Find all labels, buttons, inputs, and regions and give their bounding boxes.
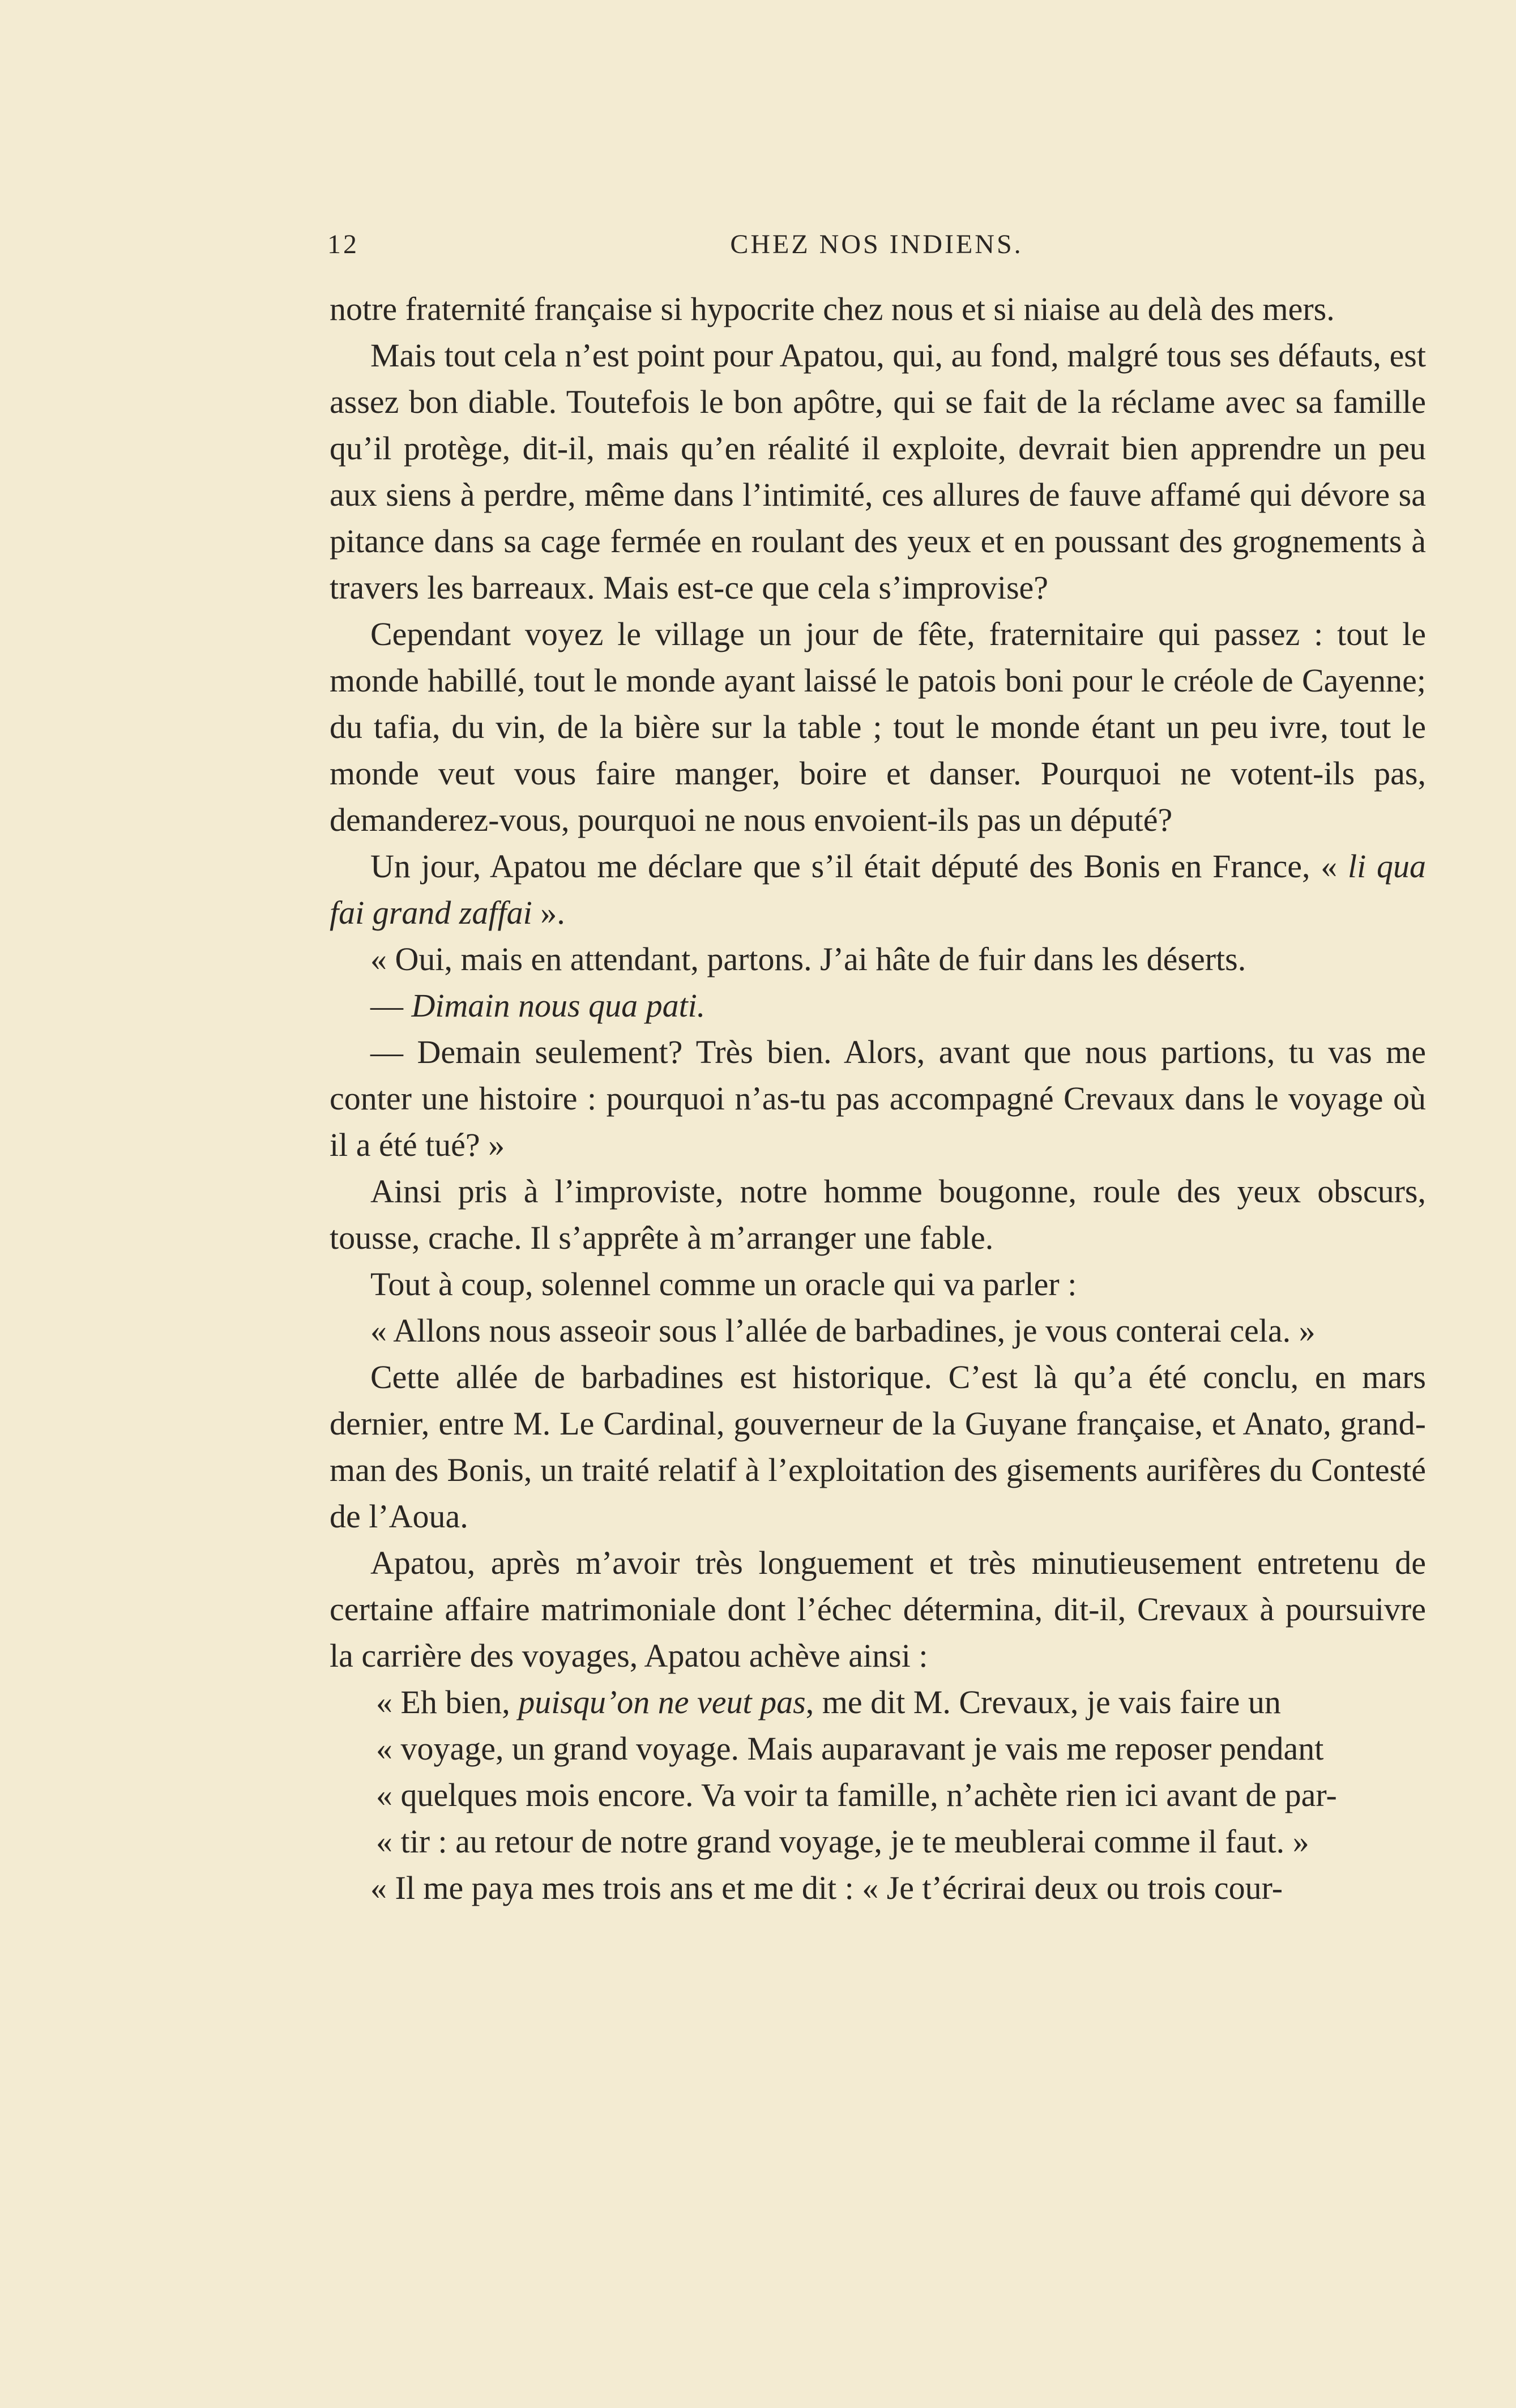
paragraph-8: Ainsi pris à l’improviste, notre homme bougonne, roule des yeux obscurs, tousse, crache. Il s’apprête à m’arranger une fable.	[330, 1173, 1426, 1256]
paragraph-10: « Allons nous asseoir sous l’allée de barbadines, je vous conterai cela. »	[370, 1312, 1316, 1349]
paragraph-1: notre fraternité française si hypocrite chez nous et si niaise au delà des mers.	[330, 291, 1335, 327]
page-body	[330, 286, 1426, 1911]
paragraph-7: — Demain seulement? Très bien. Alors, avant que nous partions, tu vas me conter une histoire : pourquoi n’as-tu pas accompagné Crevaux dans le voyage où il a été tué? »	[330, 1034, 1426, 1163]
quoted-speech	[330, 1679, 1426, 1865]
paragraph-11: Cette allée de barbadines est historique. C’est là qu’a été conclu, en mars dernier, entre M. Le Cardinal, gouverneur de la Guyane française, et Anato, grand-man des Bonis, un traité relatif à l’exploitation des gisements aurifères du Contesté de l’Aoua.	[330, 1359, 1426, 1535]
paragraph-5: « Oui, mais en attendant, partons. J’ai hâte de fuir dans les déserts.	[370, 941, 1246, 977]
quote-line: « Eh bien, puisqu’on ne veut pas, me dit M. Crevaux, je vais faire un	[376, 1684, 1281, 1720]
quote-line: « voyage, un grand voyage. Mais auparavant je vais me reposer pendant	[376, 1730, 1324, 1767]
paragraph-2: Mais tout cela n’est point pour Apatou, qui, au fond, malgré tous ses défauts, est assez bon diable. Toutefois le bon apôtre, qui se fait de la réclame avec sa famille qu’il protège, dit-il, mais qu’en réalité il exploite, devrait bien apprendre un peu aux siens à perdre, même dans l’intimité, ces allures de fauve affamé qui dévore sa pitance dans sa cage fermée en roulant des yeux et en poussant des grognements à travers les barreaux. Mais est-ce que cela s’improvise?	[330, 337, 1426, 606]
running-title: CHEZ NOS INDIENS.	[730, 229, 1023, 259]
paragraph-6: — Dimain nous qua pati.	[370, 987, 706, 1024]
paragraph-9: Tout à coup, solennel comme un oracle qui va parler :	[370, 1266, 1077, 1303]
page-number: 12	[327, 229, 359, 259]
paragraph-last: « Il me paya mes trois ans et me dit : « Je t’écrirai deux ou trois cour-	[370, 1869, 1283, 1906]
italic-phrase: Dimain nous qua pati.	[411, 987, 706, 1024]
quote-line: « tir : au retour de notre grand voyage, je te meublerai comme il faut. »	[376, 1823, 1309, 1860]
italic-phrase: li qua fai grand zaffai	[330, 848, 1426, 931]
paragraph-4: Un jour, Apatou me déclare que s’il était député des Bonis en France, « li qua fai grand zaffai ».	[330, 848, 1426, 931]
paragraph-12: Apatou, après m’avoir très longuement et très minutieusement entretenu de certaine affaire matrimoniale dont l’échec détermina, dit-il, Crevaux à poursuivre la carrière des voyages, Apatou achève ainsi :	[330, 1544, 1426, 1674]
italic-phrase: puisqu’on ne veut pas	[518, 1684, 806, 1720]
page-header	[327, 229, 1426, 268]
quote-line: « quelques mois encore. Va voir ta famille, n’achète rien ici avant de par-	[376, 1777, 1337, 1813]
paragraph-3: Cependant voyez le village un jour de fête, fraternitaire qui passez : tout le monde habillé, tout le monde ayant laissé le patois boni pour le créole de Cayenne; du tafia, du vin, de la bière sur la table ; tout le monde étant un peu ivre, tout le monde veut vous faire manger, boire et danser. Pourquoi ne votent-ils pas, demanderez-vous, pourquoi ne nous envoient-ils pas un député?	[330, 616, 1426, 838]
